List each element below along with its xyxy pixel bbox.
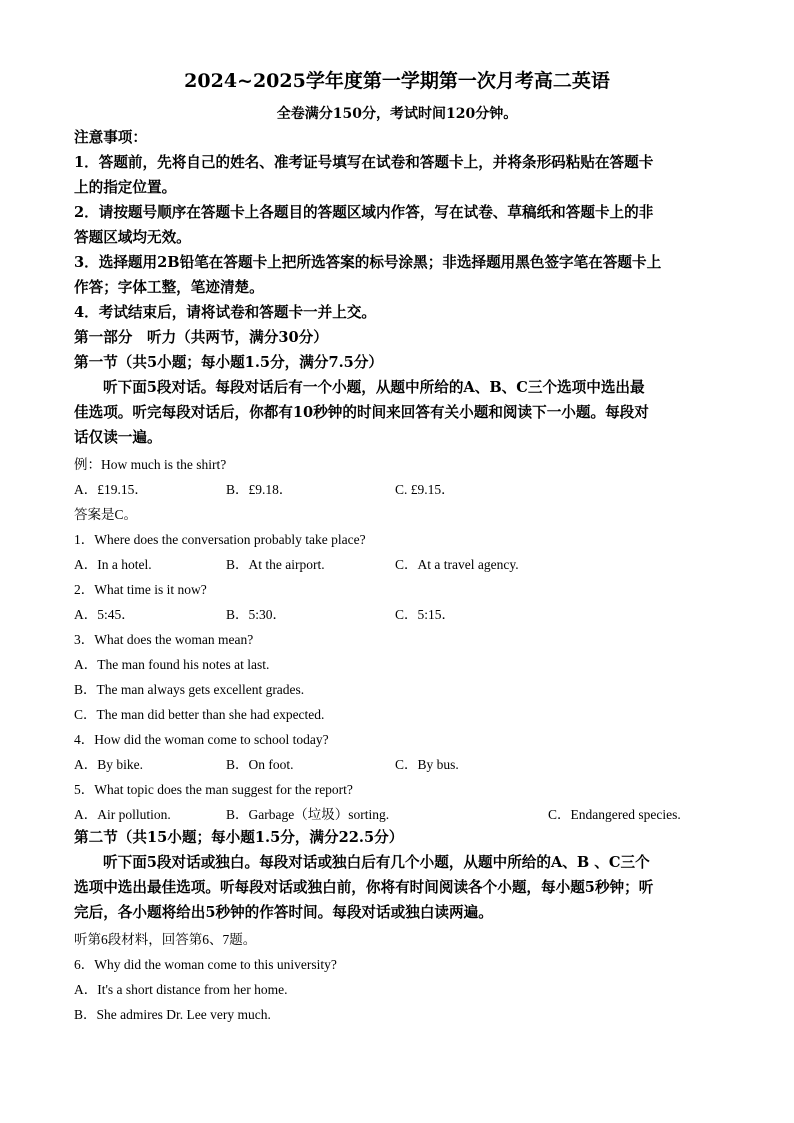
question-4-option-b: B．On foot. xyxy=(226,757,294,772)
notice-item-3-line-2: 作答；字体工整，笔迹清楚。 xyxy=(74,279,264,296)
notice-item-1-line-2: 上的指定位置。 xyxy=(74,179,177,196)
page-subtitle: 全卷满分150分，考试时间120分钟。 xyxy=(276,106,518,122)
notice-item-3-line-1: 3．选择题用2B铅笔在答题卡上把所选答案的标号涂黑；非选择题用黑色签字笔在答题卡上 xyxy=(74,254,662,271)
section-2-instruction-line-2: 选项中选出最佳选项。听每段对话或独白前，你将有时间阅读各个小题，每小题5秒钟；听 xyxy=(74,879,654,896)
question-2: 2．What time is it now? xyxy=(74,582,207,597)
notice-item-4: 4．考试结束后，请将试卷和答题卡一并上交。 xyxy=(74,304,377,321)
question-4-option-a: A．By bike. xyxy=(74,757,143,772)
question-2-option-a: A．5:45． xyxy=(74,607,135,622)
question-3: 3．What does the woman mean? xyxy=(74,632,254,647)
question-1-option-b: B．At the airport. xyxy=(226,557,325,572)
section-1-instruction-line-1: 听下面5段对话。每段对话后有一个小题，从题中所给的A、B、C三个选项中选出最 xyxy=(103,379,645,396)
question-2-option-c: C．5:15． xyxy=(395,607,456,622)
question-6-option-b: B．She admires Dr. Lee very much. xyxy=(74,1007,271,1022)
question-2-option-b: B．5:30． xyxy=(226,607,287,622)
part-1-heading: 第一部分 听力（共两节，满分30分） xyxy=(74,329,328,346)
notice-item-2-line-2: 答题区域均无效。 xyxy=(74,229,191,246)
notice-heading: 注意事项： xyxy=(74,129,147,146)
question-5: 5．What topic does the man suggest for the report? xyxy=(74,782,353,797)
section-1-heading: 第一节（共5小题；每小题1.5分，满分7.5分） xyxy=(74,354,384,371)
section-1-instruction-line-3: 话仅读一遍。 xyxy=(74,429,162,446)
section-2-heading: 第二节（共15小题；每小题1.5分，满分22.5分） xyxy=(74,829,404,846)
material-6-note: 听第6段材料，回答第6、7题。 xyxy=(74,932,257,947)
question-5-option-a: A．Air pollution. xyxy=(74,807,171,822)
question-3-option-b: B．The man always gets excellent grades. xyxy=(74,682,305,697)
question-6-option-a: A．It's a short distance from her home. xyxy=(74,982,288,997)
question-1-option-c: C．At a travel agency. xyxy=(395,557,519,572)
question-6: 6．Why did the woman come to this university? xyxy=(74,957,337,972)
question-5-option-b: B．Garbage（垃圾）sorting. xyxy=(226,807,390,822)
section-1-instruction-line-2: 佳选项。听完每段对话后，你都有10秒钟的时间来回答有关小题和阅读下一小题。每段对 xyxy=(74,404,649,421)
question-3-option-a: A．The man found his notes at last. xyxy=(74,657,270,672)
example-question: 例：How much is the shirt? xyxy=(74,457,227,472)
example-answer: 答案是C。 xyxy=(74,507,138,522)
notice-item-1-line-1: 1．答题前，先将自己的姓名、准考证号填写在试卷和答题卡上，并将条形码粘贴在答题卡 xyxy=(74,154,654,171)
question-4-option-c: C．By bus. xyxy=(395,757,459,772)
section-2-instruction-line-3: 完后，各小题将给出5秒钟的作答时间。每段对话或独白读两遍。 xyxy=(74,904,493,921)
question-4: 4．How did the woman come to school today? xyxy=(74,732,329,747)
example-option-a: A．£19.15． xyxy=(74,482,148,497)
example-option-c: C. £9.15． xyxy=(395,482,455,497)
page-title: 2024~2025学年度第一学期第一次月考高二英语 xyxy=(184,70,610,92)
question-5-option-c: C．Endangered species. xyxy=(548,807,681,822)
question-1: 1．Where does the conversation probably take place? xyxy=(74,532,366,547)
question-3-option-c: C．The man did better than she had expected. xyxy=(74,707,325,722)
notice-item-2-line-1: 2．请按题号顺序在答题卡上各题目的答题区域内作答，写在试卷、草稿纸和答题卡上的非 xyxy=(74,204,654,221)
example-option-b: B．£9.18． xyxy=(226,482,293,497)
question-1-option-a: A．In a hotel. xyxy=(74,557,152,572)
section-2-instruction-line-1: 听下面5段对话或独白。每段对话或独白后有几个小题，从题中所给的A、B 、C三个 xyxy=(103,854,650,871)
